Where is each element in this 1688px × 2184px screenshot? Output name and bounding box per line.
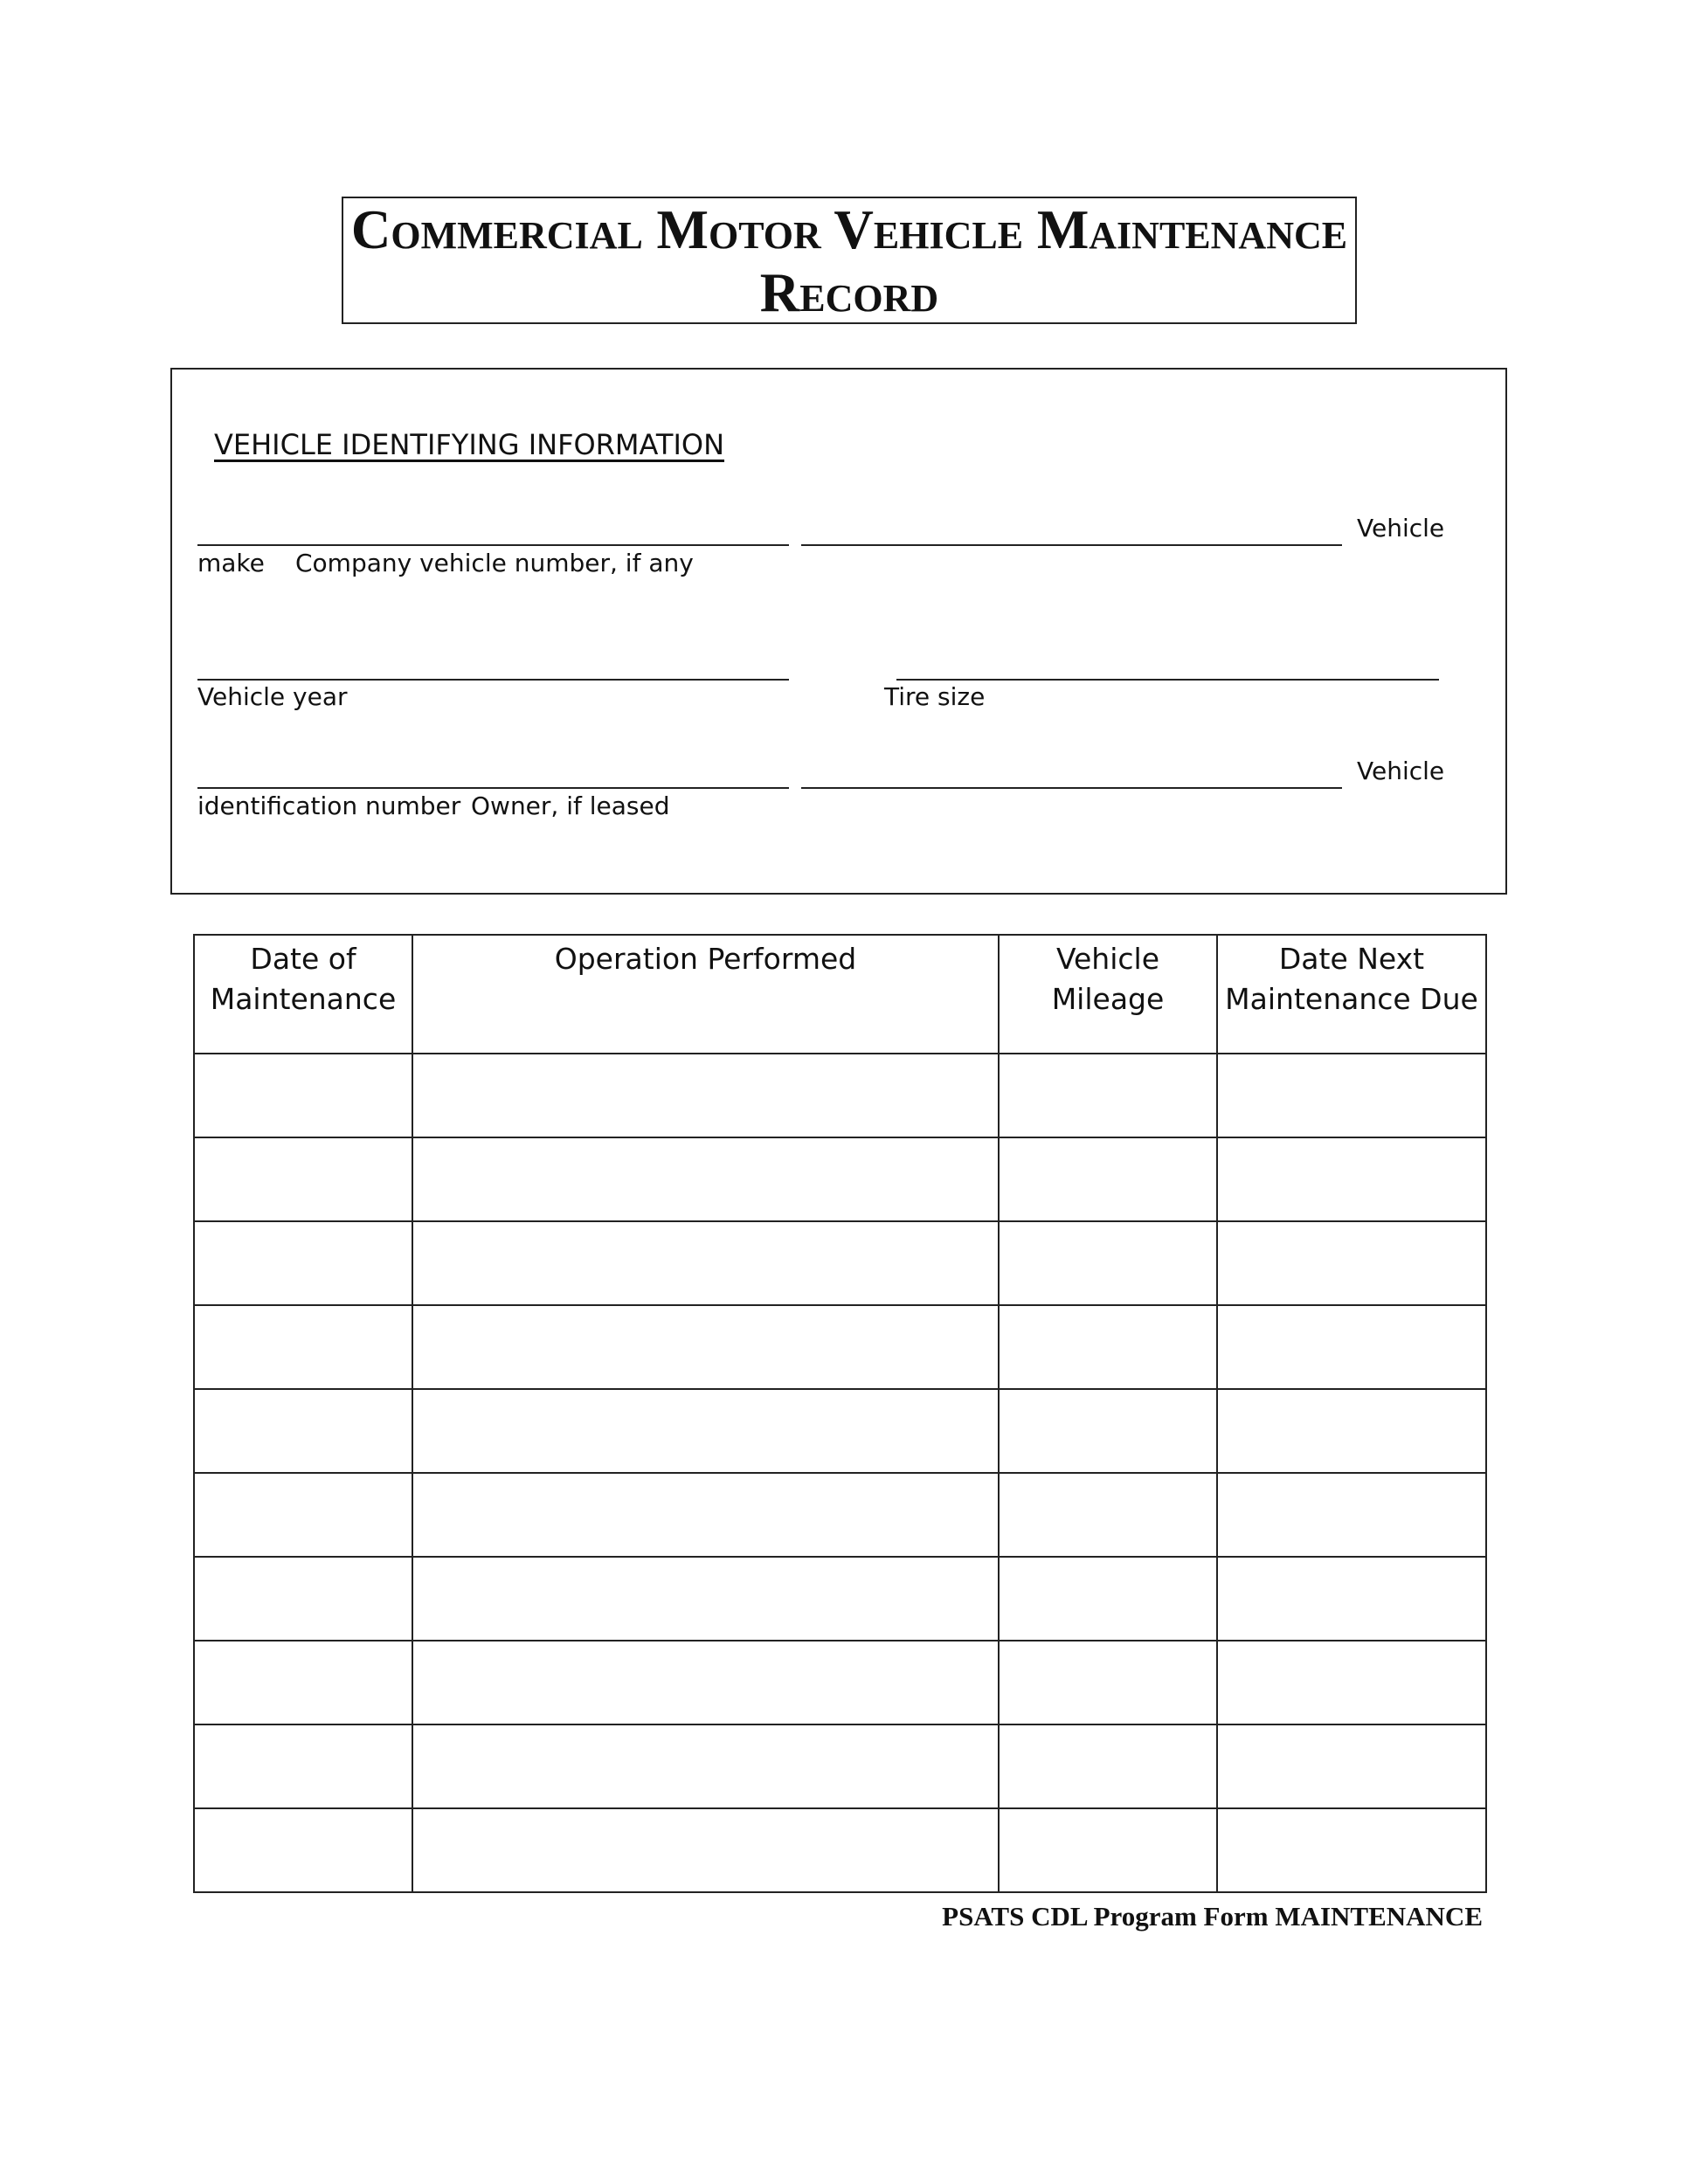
next-due-cell[interactable] xyxy=(1217,1305,1486,1389)
maintenance-log-table xyxy=(193,934,1487,1893)
next-due-cell[interactable] xyxy=(1217,1641,1486,1724)
next-due-cell[interactable] xyxy=(1217,1724,1486,1808)
header-vehicle-mileage: Vehicle Mileage xyxy=(999,935,1217,1054)
header-operation-performed: Operation Performed xyxy=(412,935,999,1054)
header-date-next-maintenance-due: Date Next Maintenance Due xyxy=(1217,935,1486,1054)
company-vehicle-number-label: Company vehicle number, if any xyxy=(295,549,694,577)
vehicle-info-heading: VEHICLE IDENTIFYING INFORMATION xyxy=(214,428,725,461)
owner-if-leased-label: Owner, if leased xyxy=(471,791,670,820)
mileage-cell[interactable] xyxy=(999,1389,1217,1473)
next-due-cell[interactable] xyxy=(1217,1808,1486,1892)
owner-blank[interactable] xyxy=(801,787,1342,789)
table-row xyxy=(194,1808,1486,1892)
mileage-cell[interactable] xyxy=(999,1557,1217,1641)
mileage-cell[interactable] xyxy=(999,1641,1217,1724)
mileage-cell[interactable] xyxy=(999,1473,1217,1557)
next-due-cell[interactable] xyxy=(1217,1557,1486,1641)
date-cell[interactable] xyxy=(194,1808,412,1892)
header-date-of-maintenance: Date of Maintenance xyxy=(194,935,412,1054)
form-title-line-2: Record xyxy=(759,262,939,323)
date-cell[interactable] xyxy=(194,1221,412,1305)
date-cell[interactable] xyxy=(194,1724,412,1808)
next-due-cell[interactable] xyxy=(1217,1054,1486,1137)
table-row xyxy=(194,1305,1486,1389)
date-cell[interactable] xyxy=(194,1137,412,1221)
table-row xyxy=(194,1054,1486,1137)
mileage-cell[interactable] xyxy=(999,1221,1217,1305)
vehicle-year-label: Vehicle year xyxy=(197,682,348,711)
next-due-cell[interactable] xyxy=(1217,1221,1486,1305)
tire-size-label: Tire size xyxy=(884,682,986,711)
table-row xyxy=(194,1221,1486,1305)
form-title-line-1: Commercial Motor Vehicle Maintenance xyxy=(350,199,1348,260)
date-cell[interactable] xyxy=(194,1473,412,1557)
mileage-cell[interactable] xyxy=(999,1054,1217,1137)
identification-number-label: identification number xyxy=(197,791,461,820)
tire-size-blank[interactable] xyxy=(896,679,1439,681)
date-cell[interactable] xyxy=(194,1389,412,1473)
mileage-cell[interactable] xyxy=(999,1808,1217,1892)
date-cell[interactable] xyxy=(194,1641,412,1724)
next-due-cell[interactable] xyxy=(1217,1473,1486,1557)
next-due-cell[interactable] xyxy=(1217,1137,1486,1221)
table-row xyxy=(194,1641,1486,1724)
vehicle-label-2: Vehicle xyxy=(1357,757,1445,785)
table-row xyxy=(194,1137,1486,1221)
date-cell[interactable] xyxy=(194,1054,412,1137)
operation-cell[interactable] xyxy=(412,1557,999,1641)
operation-cell[interactable] xyxy=(412,1389,999,1473)
table-row xyxy=(194,1724,1486,1808)
table-row xyxy=(194,1557,1486,1641)
vehicle-label-1: Vehicle xyxy=(1357,514,1445,543)
operation-cell[interactable] xyxy=(412,1808,999,1892)
company-vehicle-number-blank[interactable] xyxy=(801,544,1342,546)
make-label: make xyxy=(197,549,265,577)
mileage-cell[interactable] xyxy=(999,1137,1217,1221)
operation-cell[interactable] xyxy=(412,1305,999,1389)
operation-cell[interactable] xyxy=(412,1137,999,1221)
vehicle-year-blank[interactable] xyxy=(197,679,789,681)
form-title xyxy=(342,197,1357,324)
mileage-cell[interactable] xyxy=(999,1305,1217,1389)
operation-cell[interactable] xyxy=(412,1641,999,1724)
next-due-cell[interactable] xyxy=(1217,1389,1486,1473)
form-footer: PSATS CDL Program Form MAINTENANCE xyxy=(942,1901,1483,1932)
table-row xyxy=(194,1389,1486,1473)
operation-cell[interactable] xyxy=(412,1724,999,1808)
table-row xyxy=(194,1473,1486,1557)
operation-cell[interactable] xyxy=(412,1221,999,1305)
vin-blank[interactable] xyxy=(197,787,789,789)
date-cell[interactable] xyxy=(194,1557,412,1641)
operation-cell[interactable] xyxy=(412,1473,999,1557)
date-cell[interactable] xyxy=(194,1305,412,1389)
mileage-cell[interactable] xyxy=(999,1724,1217,1808)
vehicle-make-blank[interactable] xyxy=(197,544,789,546)
operation-cell[interactable] xyxy=(412,1054,999,1137)
table-header-row xyxy=(194,935,1486,1054)
